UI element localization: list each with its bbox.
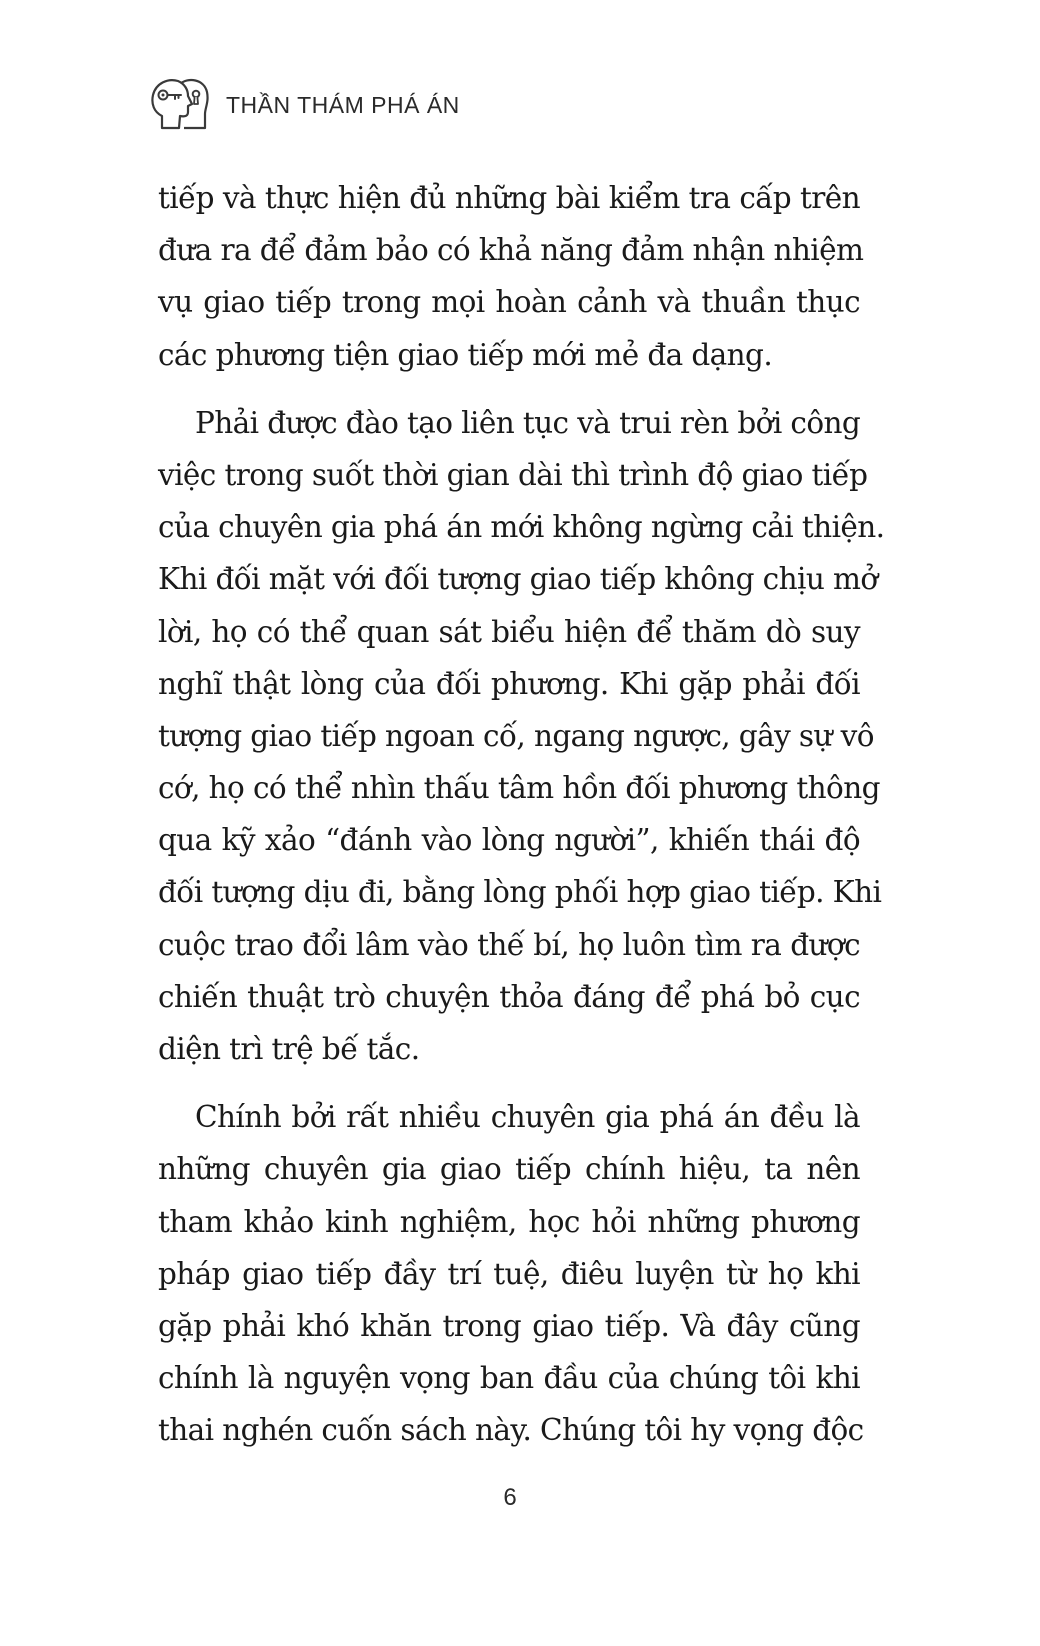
detective-heads-icon	[150, 76, 210, 130]
text-line: việc trong suốt thời gian dài thì trình độ giao tiếp	[158, 457, 868, 492]
text-line: của chuyên gia phá án mới không ngừng cải thiện.	[158, 510, 885, 545]
text-line: tượng giao tiếp ngoan cố, ngang ngược, gây sự vô	[158, 718, 874, 753]
text-line: gặp phải khó khăn trong giao tiếp. Và đây cũng	[158, 1308, 860, 1343]
paragraph	[158, 397, 885, 1075]
text-line: chiến thuật trò chuyện thỏa đáng để phá bỏ cục	[158, 979, 860, 1014]
text-line: cuộc trao đổi lâm vào thế bí, họ luôn tìm ra được	[158, 927, 860, 962]
running-header	[150, 76, 460, 130]
text-line: thai nghén cuốn sách này. Chúng tôi hy vọng độc	[158, 1413, 864, 1448]
text-line: những chuyên gia giao tiếp chính hiệu, ta nên	[158, 1152, 860, 1187]
text-line: pháp giao tiếp đầy trí tuệ, điêu luyện từ họ khi	[158, 1256, 860, 1291]
paragraph	[158, 1091, 864, 1456]
text-line: các phương tiện giao tiếp mới mẻ đa dạng.	[158, 337, 773, 372]
text-line: qua kỹ xảo “đánh vào lòng người”, khiến thái độ	[158, 823, 860, 858]
paragraph	[158, 172, 864, 381]
running-header-title: THẦN THÁM PHÁ ÁN	[226, 91, 460, 118]
page-number: 6	[503, 1484, 517, 1511]
text-line: đưa ra để đảm bảo có khả năng đảm nhận nhiệm	[158, 233, 864, 268]
body-text	[158, 172, 885, 1457]
text-line: Khi đối mặt với đối tượng giao tiếp không chịu mở	[158, 562, 878, 597]
text-line: vụ giao tiếp trong mọi hoàn cảnh và thuần thục	[158, 285, 860, 320]
text-line: tiếp và thực hiện đủ những bài kiểm tra cấp trên	[158, 181, 860, 215]
text-line: Phải được đào tạo liên tục và trui rèn bởi công	[195, 405, 861, 440]
text-line: tham khảo kinh nghiệm, học hỏi những phương	[158, 1204, 860, 1239]
text-line: nghĩ thật lòng của đối phương. Khi gặp phải đối	[158, 666, 860, 701]
text-line: lời, họ có thể quan sát biểu hiện để thăm dò suy	[158, 614, 860, 649]
text-line: đối tượng dịu đi, bằng lòng phối hợp giao tiếp. Khi	[158, 875, 882, 910]
text-line: chính là nguyện vọng ban đầu của chúng tôi khi	[158, 1361, 860, 1396]
text-line: Chính bởi rất nhiều chuyên gia phá án đều là	[195, 1100, 860, 1135]
text-line: diện trì trệ bế tắc.	[158, 1032, 420, 1066]
text-line: cớ, họ có thể nhìn thấu tâm hồn đối phương thông	[158, 771, 880, 806]
